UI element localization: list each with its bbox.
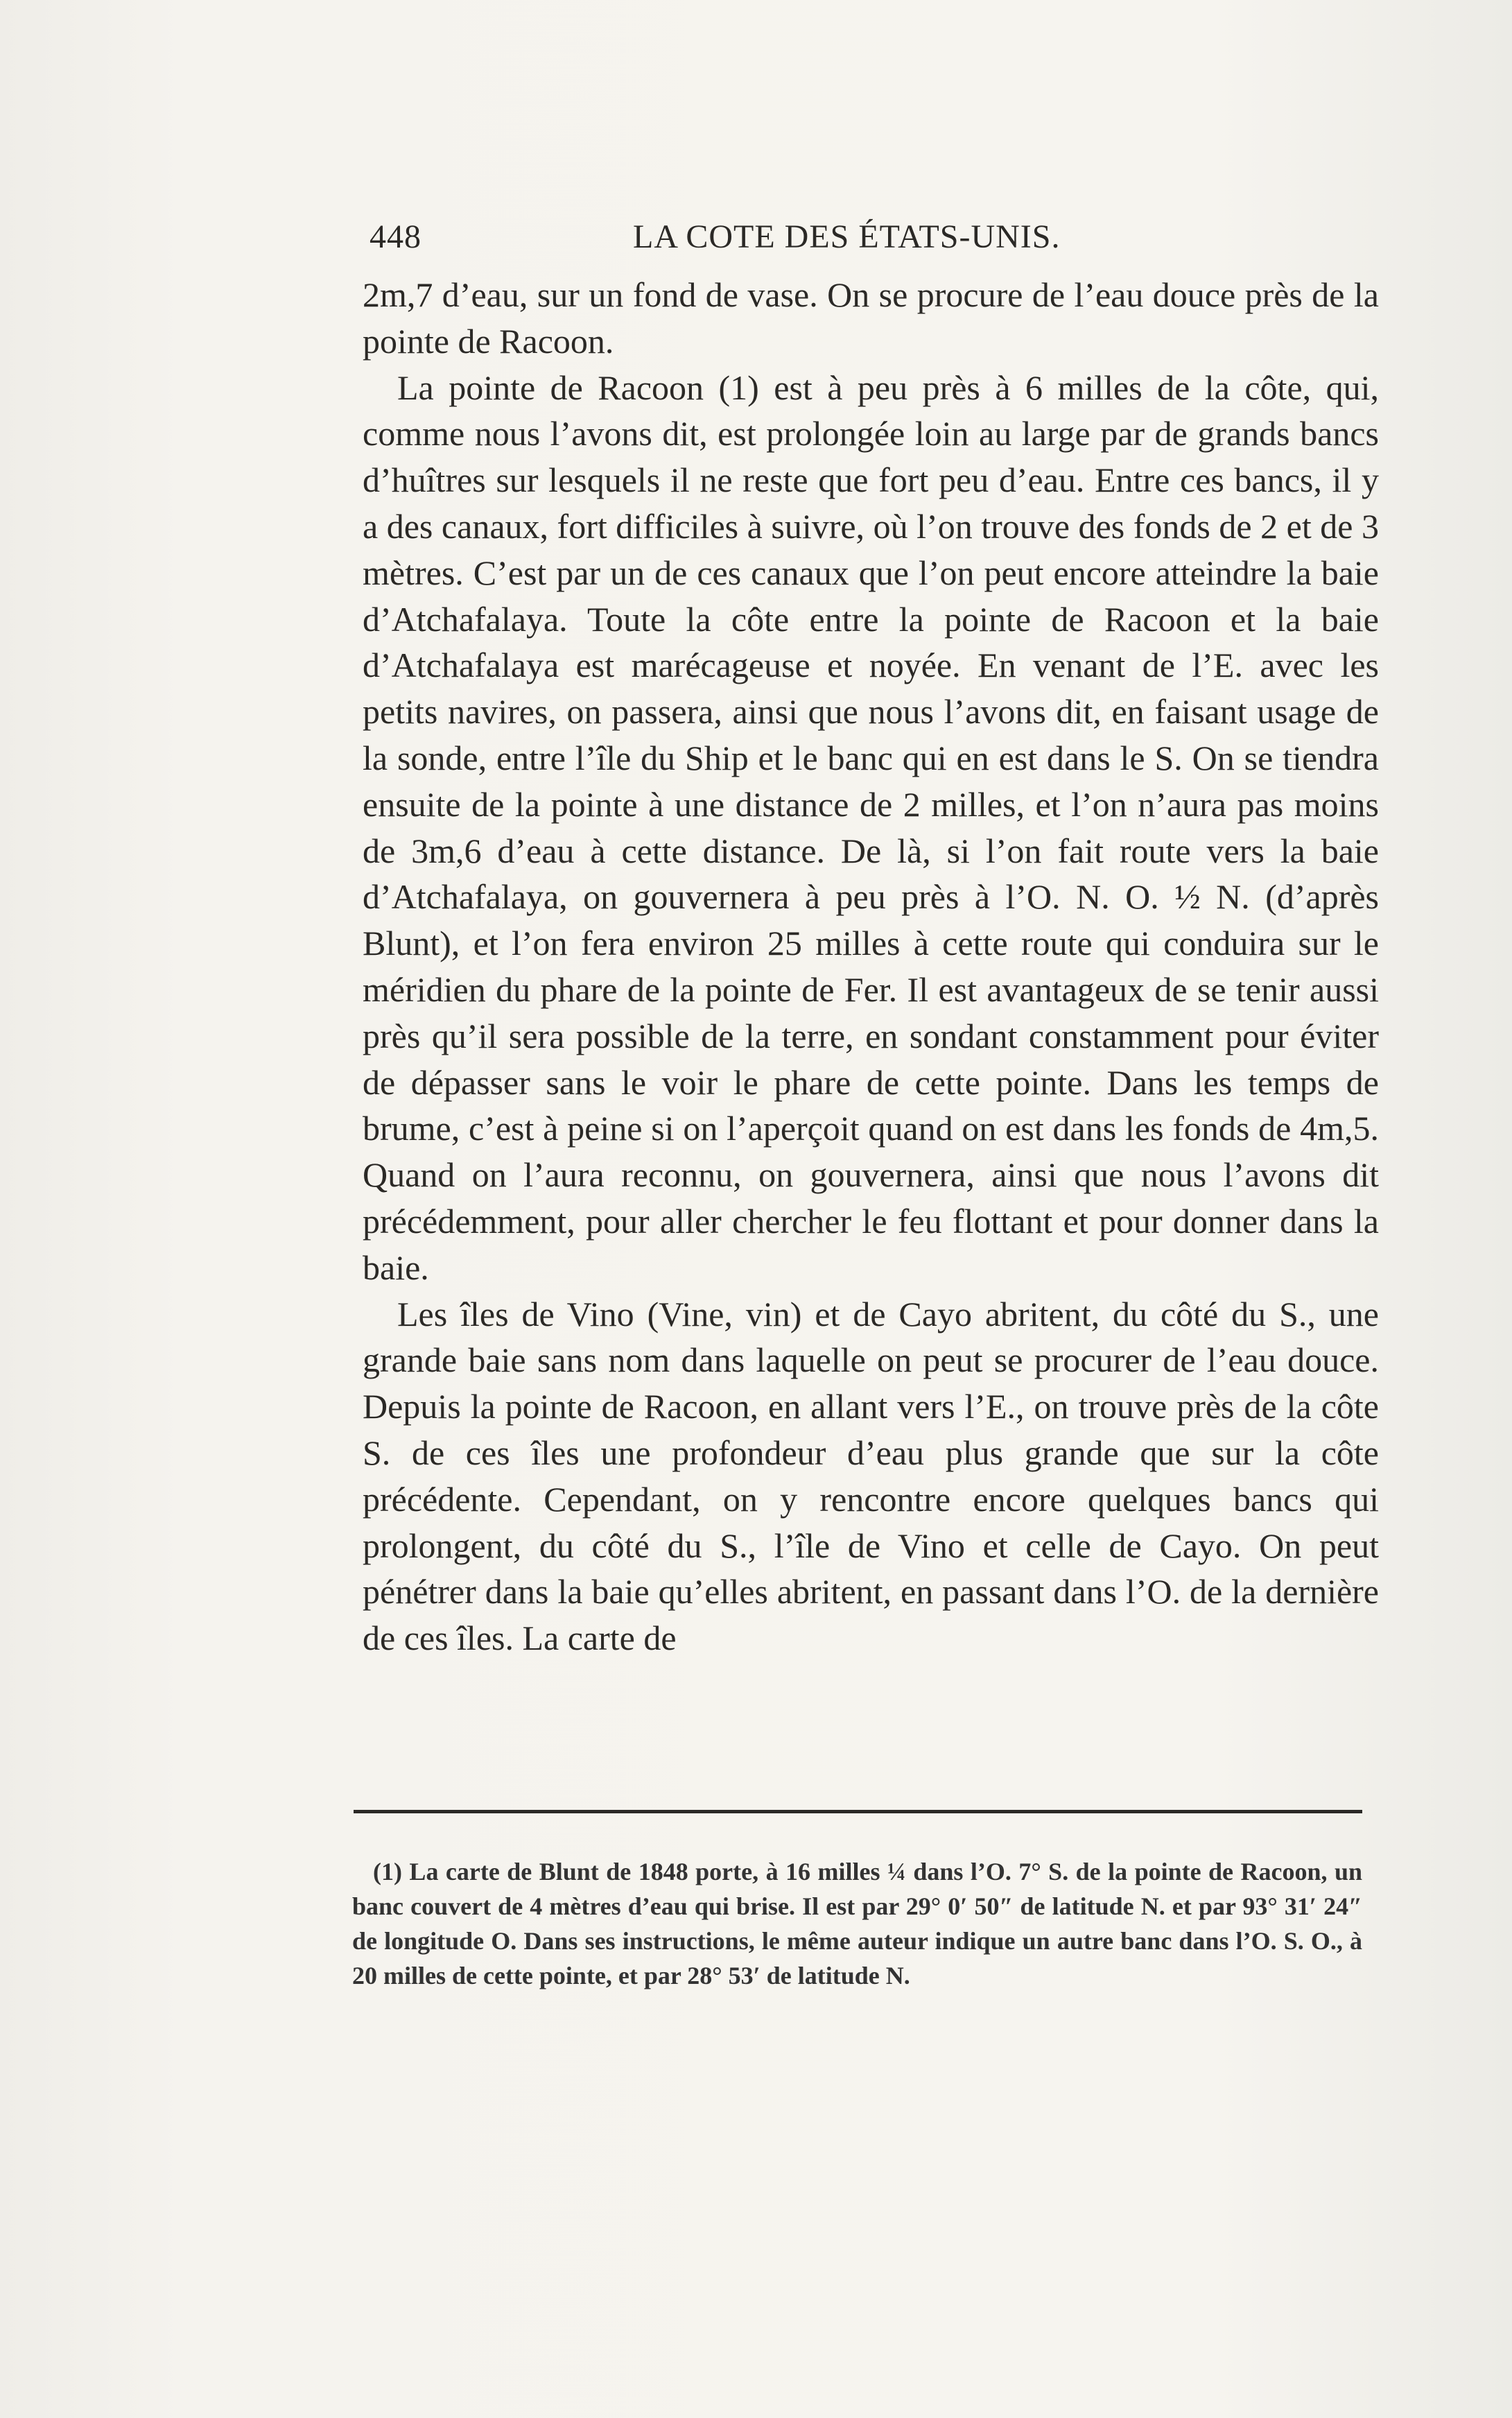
paragraph: 2m,7 d’eau, sur un fond de vase. On se procure de l’eau douce près de la pointe de Racoon. — [363, 275, 1379, 361]
page-header — [370, 218, 1382, 266]
paragraph: La pointe de Racoon (1) est à peu près à 6 milles de la côte, qui, comme nous l’avons dit, est prolongée loin au large par de grands bancs d’huîtres sur lesquels il ne reste que fort peu d’eau. Entre ces bancs, il y a des canaux, fort difficiles à suivre, où l’on trouve des fonds de 2 et de 3 mètres. C’est par un de ces canaux que l’on peut encore atteindre la baie d’Atchafalaya. Toute la côte entre la pointe de Racoon et la baie d’Atchafalaya est marécageuse et noyée. En venant de l’E. avec les petits navires, on passera, ainsi que nous l’avons dit, en faisant usage de la sonde, entre l’île du Ship et le banc qui en est dans le S. On se tiendra ensuite de la pointe à une distance de 2 milles, et l’on n’aura pas moins de 3m,6 d’eau à cette distance. De là, si l’on fait route vers la baie d’Atchafalaya, on gouvernera à peu près à l’O. N. O. ½ N. (d’après Blunt), et l’on fera environ 25 milles à cette route qui conduira sur le méridien du phare de la pointe de Fer. Il est avantageux de se tenir aussi près qu’il sera possible de la terre, en sondant constamment pour éviter de dépasser sans le voir le phare de cette pointe. Dans les temps de brume, c’est à peine si on l’aperçoit quand on est dans les fonds de 4m,5. Quand on l’aura reconnu, on gouvernera, ainsi que nous l’avons dit précédemment, pour aller chercher le feu flottant et pour donner dans la baie. — [363, 368, 1379, 1287]
footnote — [352, 1854, 1362, 1993]
footnote-text: (1) La carte de Blunt de 1848 porte, à 16 milles ¼ dans l’O. 7° S. de la pointe de Racoon, un banc couvert de 4 mètres d’eau qui brise. Il est par 29° 0′ 50″ de latitude N. et par 93° 31′ 24″ de longitude O. Dans ses instructions, le même auteur indique un autre banc dans l’O. S. O., à 20 milles de cette pointe, et par 28° 53′ de latitude N. — [352, 1858, 1362, 1989]
main-text — [363, 272, 1379, 1661]
paragraph: Les îles de Vino (Vine, vin) et de Cayo abritent, du côté du S., une grande baie sans nom dans laquelle on peut se procurer de l’eau douce. Depuis la pointe de Racoon, en allant vers l’E., on trouve près de la côte S. de ces îles une profondeur d’eau plus grande que sur la côte précédente. Cependant, on y rencontre encore quelques bancs qui prolongent, du côté du S., l’île de Vino et celle de Cayo. On peut pénétrer dans la baie qu’elles abritent, en passant dans l’O. de la dernière de ces îles. La carte de — [363, 1294, 1379, 1658]
running-title: LA COTE DES ÉTATS-UNIS. — [633, 218, 1061, 255]
footnote-rule — [354, 1810, 1362, 1813]
page-number: 448 — [370, 218, 422, 255]
